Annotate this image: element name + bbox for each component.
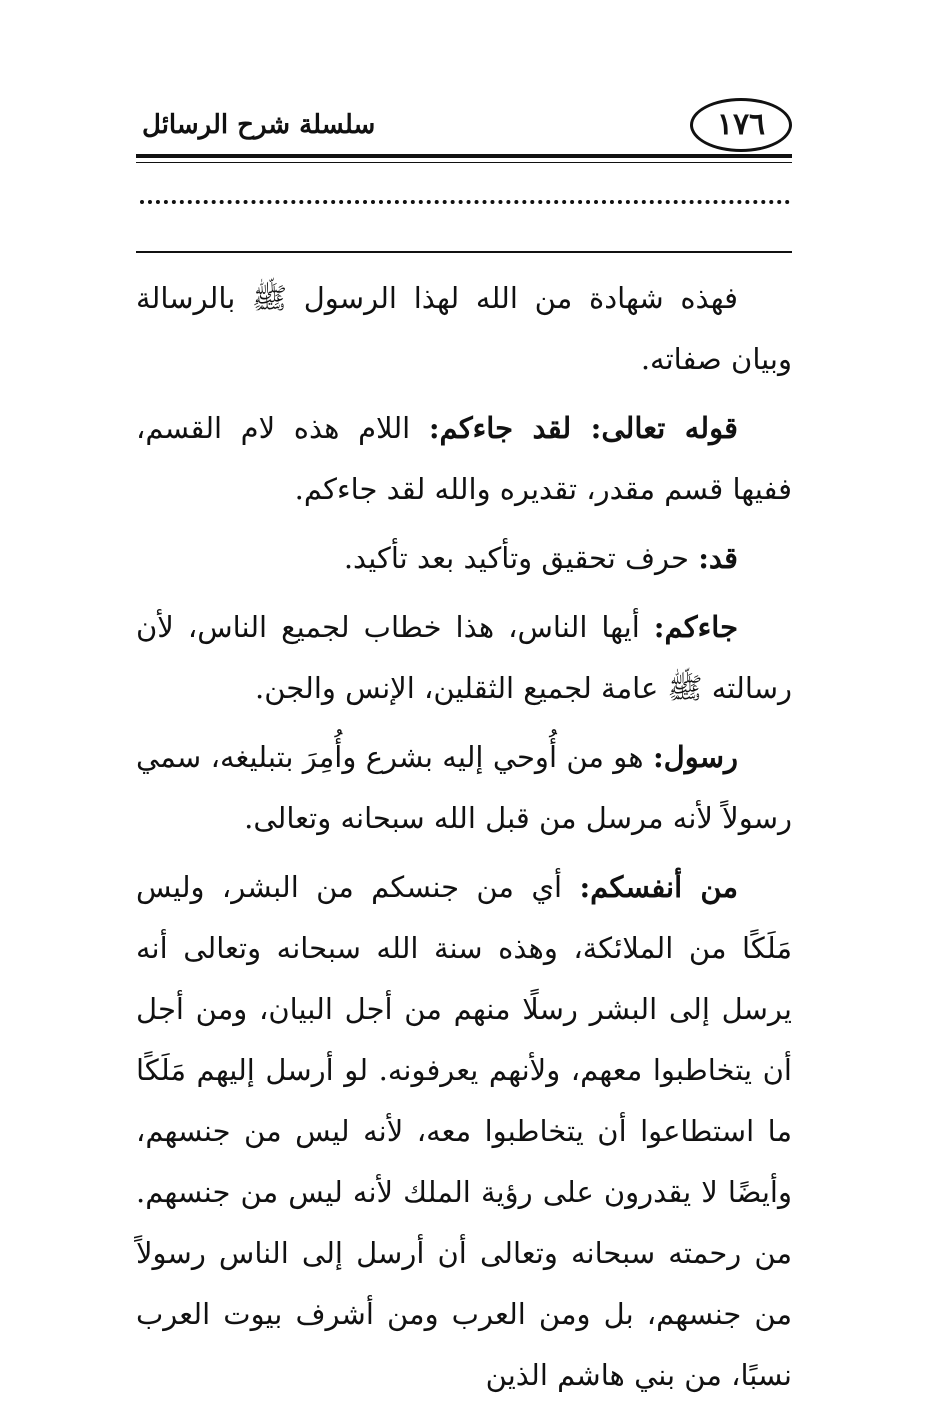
paragraph-text: أيها الناس، هذا خطاب لجميع الناس، لأن رسالته ﷺ عامة لجميع الثقلين، الإنس والجن. <box>136 610 792 705</box>
header-rule-thin <box>136 162 792 163</box>
paragraph-text: اللام هذه لام القسم، ففيها قسم مقدر، تقديره والله لقد جاءكم. <box>136 411 792 506</box>
header-rule-thick <box>136 154 792 158</box>
paragraph <box>136 857 792 1406</box>
paragraph-text: أي من جنسكم من البشر، وليس مَلَكًا من الملائكة، وهذه سنة الله سبحانه وتعالى أنه يرسل إلى البشر رسلًا منهم من أجل البيان، ومن أجل أن يتخاطبوا معهم، ولأنهم يعرفونه. لو أرسل إليهم مَلَكًا ما استطاعوا أن يتخاطبوا معه، لأنه ليس من جنسهم، وأيضًا لا يقدرون على رؤية الملك لأنه ليس من جنسهم. من رحمته سبحانه وتعالى أن أرسل إلى الناس رسولاً من جنسهم، بل ومن العرب ومن أشرف بيوت العرب نسبًا، من بني هاشم الذين <box>136 870 792 1392</box>
series-title: سلسلة شرح الرسائل <box>142 110 376 140</box>
paragraph <box>136 727 792 849</box>
body-text <box>136 268 792 1414</box>
paragraph-term: من أنفسكم: <box>579 870 738 904</box>
paragraph <box>136 398 792 520</box>
paragraph-text: هو من أُوحي إليه بشرع وأُمِرَ بتبليغه، سمي رسولاً لأنه مرسل من قبل الله سبحانه وتعالى. <box>136 740 792 835</box>
paragraph-term: جاءكم: <box>653 610 738 644</box>
section-rule <box>136 251 792 253</box>
page-number: ١٧٦ <box>690 98 792 152</box>
paragraph-term: رسول: <box>652 740 738 774</box>
paragraph-text: حرف تحقيق وتأكيد بعد تأكيد. <box>343 541 699 575</box>
paragraph <box>136 268 792 390</box>
paragraph-term: قوله تعالى: لقد جاءكم: <box>428 411 738 445</box>
paragraph <box>136 528 792 589</box>
paragraph-text: فهذه شهادة من الله لهذا الرسول ﷺ بالرسالة وبيان صفاته. <box>136 281 792 376</box>
paragraph <box>136 597 792 719</box>
paragraph-term: قد: <box>698 541 738 575</box>
dotted-separator <box>140 200 790 204</box>
